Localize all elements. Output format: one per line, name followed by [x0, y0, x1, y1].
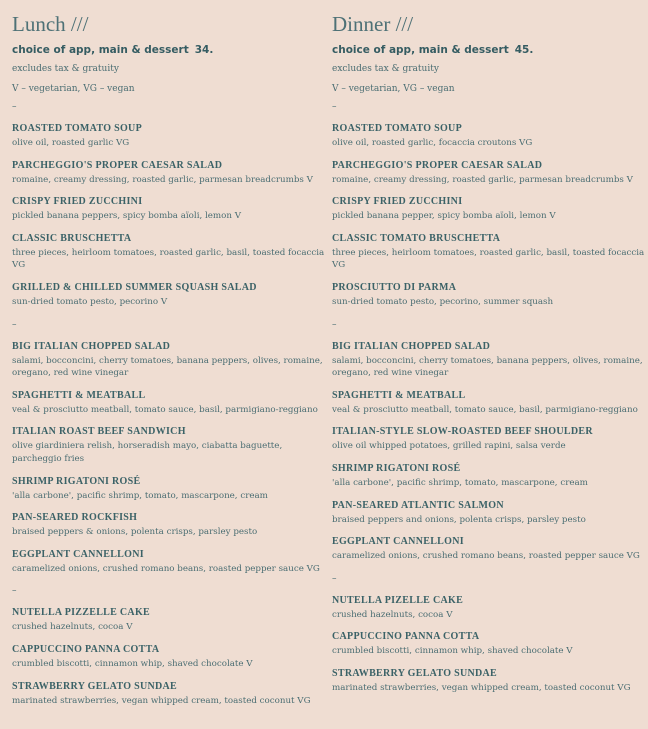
menu-item: [332, 390, 648, 417]
menu-item: [12, 123, 328, 150]
menu-item-name: SPAGHETTI & MEATBALL: [12, 389, 146, 401]
menu-item-description: romaine, creamy dressing, roasted garlic, parmesan breadcrumbs V: [332, 174, 633, 185]
menu-item-name: ROASTED TOMATO SOUP: [12, 123, 142, 134]
menu-item: [12, 390, 328, 417]
menu-item-name: PARCHEGGIO'S PROPER CAESAR SALAD: [12, 159, 223, 171]
menu-item: [332, 595, 648, 622]
menu-item: [12, 341, 328, 380]
dinner-subtitle: [332, 43, 648, 61]
menu-item-description: 'alla carbone', pacific shrimp, tomato, mascarpone, cream: [12, 490, 268, 501]
menu-item-name: SPAGHETTI & MEATBALL: [332, 389, 466, 401]
lunch-sections: [12, 101, 328, 707]
menu-item-name: NUTELLA PIZZELLE CAKE: [12, 607, 151, 619]
menu-item-description: salami, bocconcini, cherry tomatoes, banana peppers, olives, romaine, oregano, red wine vinegar: [12, 355, 323, 379]
menu-item-description: pickled banana pepper, spicy bomba aïoli, lemon V: [332, 211, 556, 222]
menu-item-description: marinated strawberries, vegan whipped cream, toasted coconut VG: [332, 682, 631, 693]
menu-item: [12, 681, 328, 708]
menu-item-description: sun-dried tomato pesto, pecorino, summer squash: [332, 296, 554, 307]
menu-item-name: EGGPLANT CANNELLONI: [332, 536, 464, 548]
menu-item-description: salami, bocconcini, cherry tomatoes, banana peppers, olives, romaine, oregano, red wine vinegar: [332, 355, 643, 379]
menu-item: [332, 463, 648, 490]
menu-item-description: sun-dried tomato pesto, pecorino V: [12, 296, 168, 307]
lunch-tax-note: excludes tax & gratuity: [12, 64, 119, 74]
menu-item-description: pickled banana peppers, spicy bomba aïoli, lemon V: [12, 211, 242, 222]
menu-item-name: ITALIAN-STYLE SLOW-ROASTED BEEF SHOULDER: [332, 426, 593, 438]
menu-item-description: three pieces, heirloom tomatoes, roasted garlic, basil, toasted focaccia VG: [12, 247, 325, 271]
menu-item-name: NUTELLA PIZELLE CAKE: [332, 594, 464, 606]
menu-item: [12, 549, 328, 576]
menu-item-name: SHRIMP RIGATONI ROSÉ: [332, 462, 461, 474]
menu-item-name: SHRIMP RIGATONI ROSÉ: [12, 475, 141, 487]
menu-item-name: CAPPUCCINO PANNA COTTA: [12, 643, 160, 655]
menu-item: [332, 500, 648, 527]
menu-item-name: CLASSIC BRUSCHETTA: [12, 232, 132, 244]
lunch-column: [12, 12, 328, 717]
dinner-sections: [332, 101, 648, 695]
menu-item: [332, 341, 648, 380]
menu-item-description: crushed hazelnuts, cocoa V: [12, 622, 133, 633]
menu-item: [12, 233, 328, 272]
menu-item-description: caramelized onions, crushed romano beans, roasted pepper sauce VG: [332, 551, 640, 562]
menu-item-description: caramelized onions, crushed romano beans, roasted pepper sauce VG: [12, 563, 320, 574]
dinner-title: Dinner ///: [332, 12, 414, 36]
menu-item-description: olive oil, roasted garlic VG: [12, 138, 130, 148]
menu-item-name: CAPPUCCINO PANNA COTTA: [332, 631, 480, 643]
dinner-diet-legend: V – vegetarian, VG – vegan: [332, 84, 455, 94]
menu-item-name: CRISPY FRIED ZUCCHINI: [12, 196, 143, 208]
menu-item-description: crumbled biscotti, cinnamon whip, shaved chocolate V: [12, 658, 253, 669]
menu-item: [12, 160, 328, 187]
menu-item-name: PAN-SEARED ROCKFISH: [12, 512, 138, 524]
menu-item: [332, 123, 648, 150]
menu-item-name: ITALIAN ROAST BEEF SANDWICH: [12, 426, 186, 438]
menu-item-name: EGGPLANT CANNELLONI: [12, 548, 144, 560]
menu-item: [332, 668, 648, 695]
menu-item: [12, 282, 328, 309]
dinner-price: 45.: [514, 44, 534, 56]
menu-item: [12, 512, 328, 539]
menu-item-description: veal & prosciutto meatball, tomato sauce, basil, parmigiano-reggiano: [12, 404, 318, 415]
dinner-tax-note: excludes tax & gratuity: [332, 64, 439, 74]
menu-item-name: PAN-SEARED ATLANTIC SALMON: [332, 499, 504, 511]
menu-item-name: STRAWBERRY GELATO SUNDAE: [332, 667, 498, 679]
menu-item-name: PARCHEGGIO'S PROPER CAESAR SALAD: [332, 159, 543, 171]
section-divider: –: [332, 102, 337, 112]
menu-item-description: marinated strawberries, vegan whipped cream, toasted coconut VG: [12, 695, 311, 706]
menu-item-name: STRAWBERRY GELATO SUNDAE: [12, 680, 178, 692]
lunch-title: Lunch ///: [12, 12, 89, 36]
menu-item-description: olive oil whipped potatoes, grilled rapini, salsa verde: [332, 441, 566, 452]
section-divider: –: [12, 319, 17, 330]
section-divider: –: [332, 573, 337, 584]
menu-item: [332, 631, 648, 658]
dinner-column: [332, 12, 648, 705]
lunch-subtitle-text: choice of app, main & dessert: [12, 44, 189, 56]
menu-item-name: GRILLED & CHILLED SUMMER SQUASH SALAD: [12, 281, 257, 293]
menu-item-name: BIG ITALIAN CHOPPED SALAD: [332, 340, 491, 352]
dinner-subtitle-text: choice of app, main & dessert: [332, 44, 509, 56]
menu-item: [332, 233, 648, 272]
menu-item-description: crushed hazelnuts, cocoa V: [332, 609, 453, 620]
menu-item-description: olive giardiniera relish, horseradish mayo, ciabatta baguette, parcheggio fries: [12, 441, 283, 464]
menu-item: [332, 426, 648, 453]
lunch-subtitle: [12, 43, 328, 61]
menu-item: [332, 196, 648, 223]
menu-item-description: three pieces, heirloom tomatoes, roasted garlic, basil, toasted focaccia VG: [332, 247, 645, 271]
menu-item: [332, 536, 648, 563]
menu-item: [12, 196, 328, 223]
section-divider: –: [332, 319, 337, 330]
menu-item-description: veal & prosciutto meatball, tomato sauce, basil, parmigiano-reggiano: [332, 404, 638, 415]
menu-item-name: PROSCIUTTO DI PARMA: [332, 281, 457, 293]
menu-item-description: 'alla carbone', pacific shrimp, tomato, mascarpone, cream: [332, 477, 588, 488]
menu-item: [12, 426, 328, 465]
menu-item: [12, 607, 328, 634]
section-divider: –: [12, 586, 17, 597]
menu-item-name: CRISPY FRIED ZUCCHINI: [332, 196, 463, 208]
menu-item-description: braised peppers and onions, polenta crisps, parsley pesto: [332, 514, 586, 525]
lunch-diet-legend: V – vegetarian, VG – vegan: [12, 84, 135, 94]
menu-item: [332, 160, 648, 187]
menu-item-description: olive oil, roasted garlic, focaccia croutons VG: [332, 138, 533, 148]
menu-item-name: ROASTED TOMATO SOUP: [332, 123, 462, 134]
menu-item: [12, 644, 328, 671]
lunch-price: 34.: [194, 44, 214, 56]
menu-item: [12, 476, 328, 503]
menu-item-description: romaine, creamy dressing, roasted garlic, parmesan breadcrumbs V: [12, 174, 313, 185]
menu-item-name: BIG ITALIAN CHOPPED SALAD: [12, 340, 171, 352]
menu-item: [332, 282, 648, 309]
menu-item-name: CLASSIC TOMATO BRUSCHETTA: [332, 232, 501, 244]
menu-item-description: crumbled biscotti, cinnamon whip, shaved chocolate V: [332, 646, 573, 657]
section-divider: –: [12, 102, 17, 112]
menu-item-description: braised peppers & onions, polenta crisps, parsley pesto: [12, 527, 258, 538]
